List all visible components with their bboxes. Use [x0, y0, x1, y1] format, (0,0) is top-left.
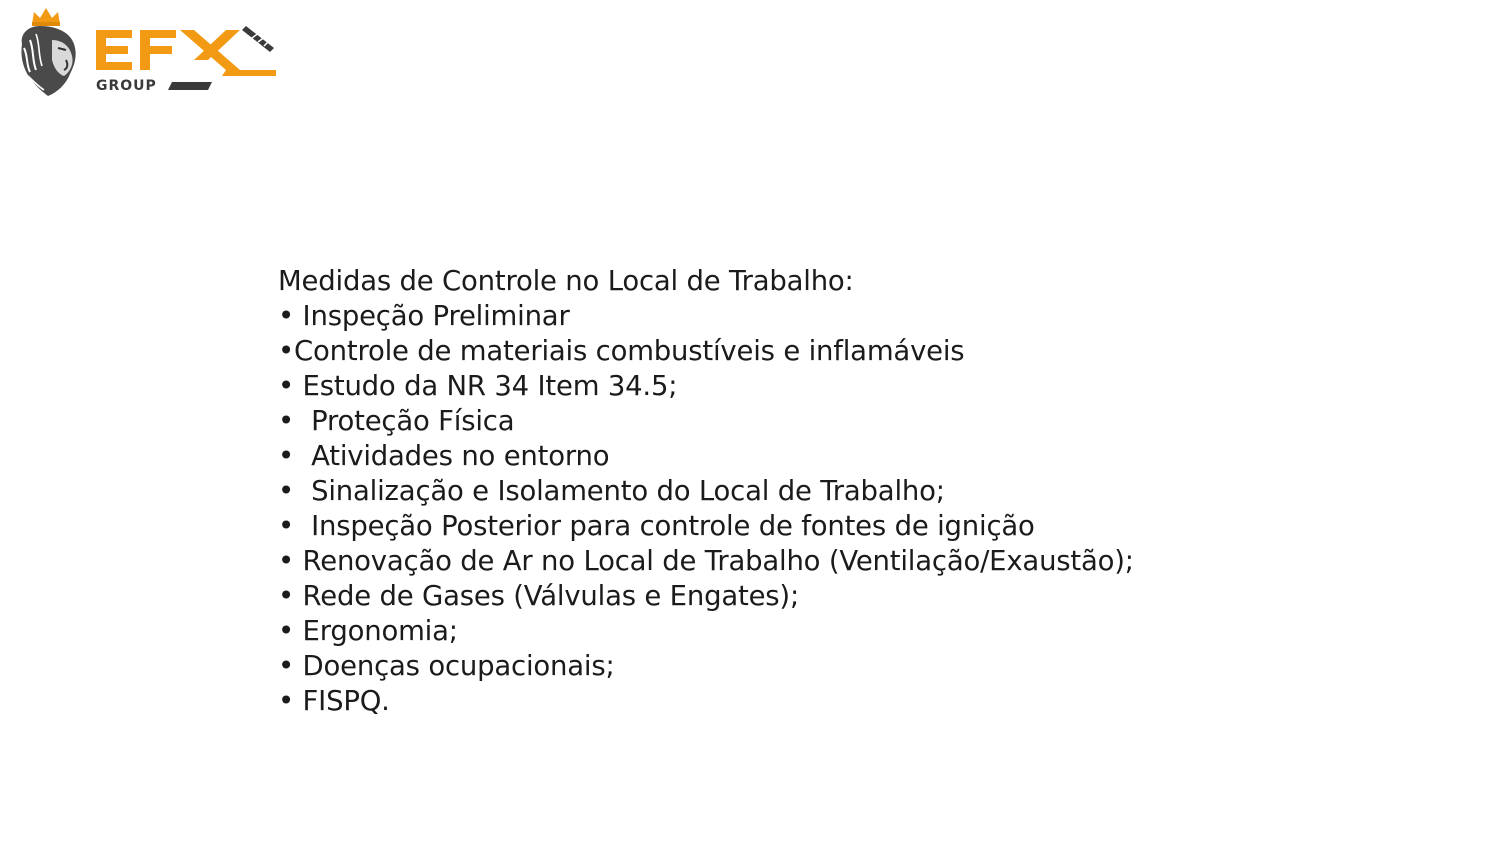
bullet-item: • FISPQ. — [278, 685, 390, 717]
bullet-item: • Doenças ocupacionais; — [278, 650, 615, 682]
bullet-item: •Controle de materiais combustíveis e inflamáveis — [278, 335, 965, 367]
bullet-item: • Rede de Gases (Válvulas e Engates); — [278, 580, 800, 612]
bullet-item: • Inspeção Preliminar — [278, 300, 570, 332]
bullet-item: • Renovação de Ar no Local de Trabalho (Ventilação/Exaustão); — [278, 545, 1134, 577]
slide-heading: Medidas de Controle no Local de Trabalho: — [278, 265, 854, 297]
bullet-item: • Estudo da NR 34 Item 34.5; — [278, 370, 678, 402]
svg-text:GROUP: GROUP — [96, 78, 157, 94]
bullet-item: • Ergonomia; — [278, 615, 458, 647]
bullet-item: • Sinalização e Isolamento do Local de Trabalho; — [278, 475, 945, 507]
bullet-item: • Proteção Física — [278, 405, 515, 437]
lion-crown-icon — [12, 4, 282, 100]
bullet-item: • Inspeção Posterior para controle de fontes de ignição — [278, 510, 1035, 542]
bullet-item: • Atividades no entorno — [278, 440, 610, 472]
slide-content — [278, 264, 1278, 719]
efx-group-logo — [12, 4, 282, 100]
